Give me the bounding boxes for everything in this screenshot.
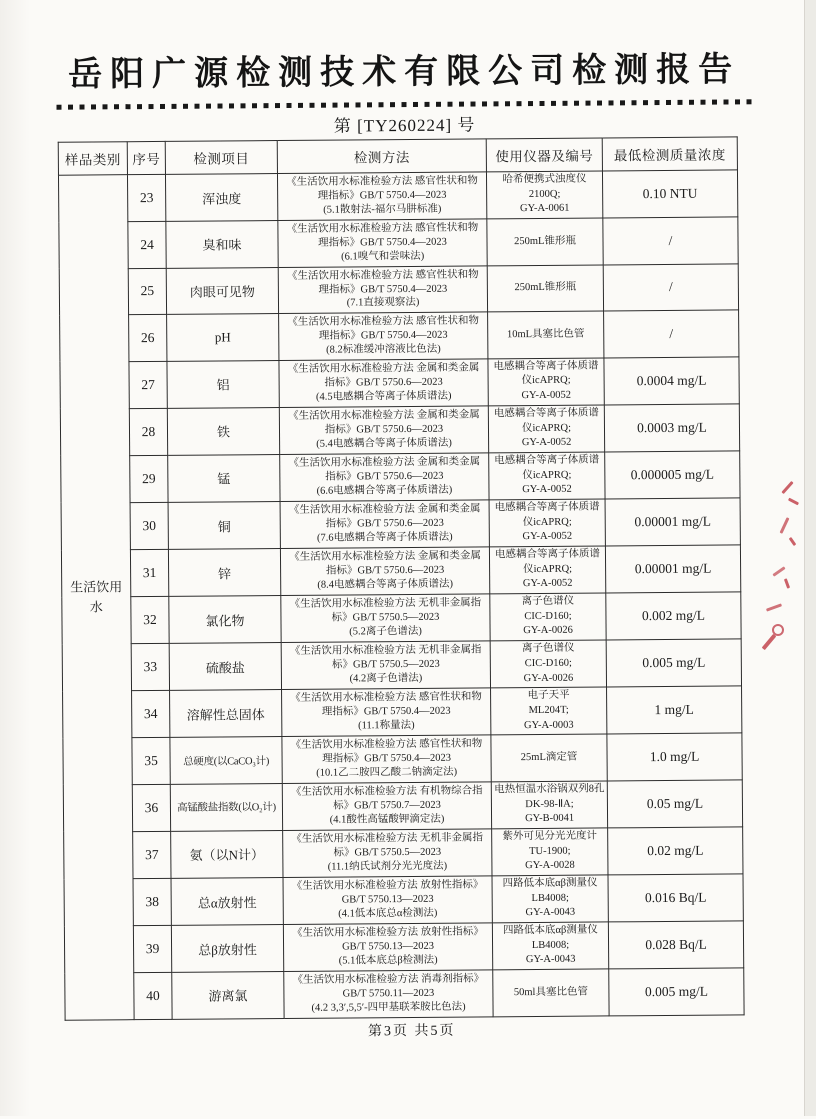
detection-limit-cell: 0.00001 mg/L bbox=[605, 498, 740, 546]
detection-limit-cell: 0.02 mg/L bbox=[608, 827, 743, 875]
serial-number-cell: 37 bbox=[133, 831, 171, 878]
detection-limit-cell: 0.002 mg/L bbox=[606, 592, 741, 640]
method-standard-text: 《生活饮用水标准检验方法 感官性状和物理指标》GB/T 5750.4—2023 bbox=[286, 222, 479, 249]
test-method-cell bbox=[280, 500, 489, 549]
method-standard-text: 《生活饮用水标准检验方法 金属和类金属指标》GB/T 5750.6—2023 bbox=[288, 409, 480, 436]
serial-number-cell: 40 bbox=[134, 972, 172, 1019]
method-clause-text: (11.1纳氏试剂分光光度法) bbox=[327, 860, 448, 873]
method-clause-text: (11.1称量法) bbox=[358, 720, 415, 732]
method-clause-text: (5.1低本底总β检测法) bbox=[338, 954, 438, 967]
seal-stroke bbox=[762, 634, 777, 650]
seal-stroke bbox=[781, 481, 793, 494]
detection-limit-cell: / bbox=[603, 264, 738, 312]
test-item-cell: 高锰酸盐指数(以O₂计) bbox=[170, 783, 282, 831]
instrument-cell: 离子色谱仪 CIC-D160; GY-A-0026 bbox=[490, 640, 606, 688]
test-method-cell bbox=[281, 641, 490, 690]
method-standard-text: 《生活饮用水标准检验方法 感官性状和物理指标》GB/T 5750.4—2023 bbox=[286, 269, 479, 296]
method-standard-text: 《生活饮用水标准检验方法 无机非金属指标》GB/T 5750.5—2023 bbox=[289, 597, 482, 624]
col-header-test-item: 检测项目 bbox=[165, 141, 277, 175]
test-item-cell: 铜 bbox=[168, 501, 280, 549]
instrument-cell: 四路低本底αβ测量仪 LB4008; GY-A-0043 bbox=[492, 875, 608, 923]
table-body bbox=[58, 170, 744, 1020]
test-method-cell bbox=[278, 219, 487, 267]
detection-limit-cell: 0.0004 mg/L bbox=[604, 357, 739, 405]
serial-number-cell: 33 bbox=[131, 644, 169, 691]
test-item-cell: 溶解性总固体 bbox=[170, 690, 282, 738]
table-header-row bbox=[58, 137, 737, 175]
test-item-cell: 锌 bbox=[168, 549, 280, 597]
method-clause-text: (4.2 3,3′,5,5′-四甲基联苯胺比色法) bbox=[311, 1001, 466, 1014]
instrument-cell: 250mL锥形瓶 bbox=[487, 218, 603, 265]
serial-number-cell: 38 bbox=[133, 878, 171, 925]
table-row bbox=[59, 217, 738, 269]
detection-limit-cell: 0.005 mg/L bbox=[609, 968, 744, 1016]
table-row bbox=[64, 874, 743, 926]
test-item-cell: 总α放射性 bbox=[171, 877, 283, 925]
table-row bbox=[61, 498, 740, 550]
instrument-cell: 电感耦合等离子体质谱仪icAPRQ; GY-A-0052 bbox=[488, 405, 604, 453]
test-method-cell bbox=[283, 876, 492, 925]
table-row bbox=[63, 733, 742, 785]
detection-limit-cell: 0.005 mg/L bbox=[606, 639, 741, 687]
test-item-cell: 肉眼可见物 bbox=[166, 267, 278, 314]
detection-limit-cell: 1 mg/L bbox=[607, 686, 742, 734]
serial-number-cell: 39 bbox=[133, 925, 171, 972]
test-items-table bbox=[58, 136, 745, 1020]
table-row bbox=[65, 968, 744, 1020]
instrument-cell: 电感耦合等离子体质谱仪icAPRQ; GY-A-0052 bbox=[489, 499, 605, 547]
red-seal-fragment bbox=[758, 478, 808, 678]
method-standard-text: 《生活饮用水标准检验方法 放射性指标》GB/T 5750.13—2023 bbox=[291, 879, 484, 906]
method-standard-text: 《生活饮用水标准检验方法 金属和类金属指标》GB/T 5750.6—2023 bbox=[289, 550, 481, 577]
method-clause-text: (8.2标准缓冲溶液比色法) bbox=[326, 343, 441, 356]
serial-number-cell: 24 bbox=[128, 221, 166, 268]
method-standard-text: 《生活饮用水标准检验方法 消毒剂指标》GB/T 5750.11—2023 bbox=[292, 973, 485, 1000]
detection-limit-cell: 0.028 Bq/L bbox=[608, 921, 743, 969]
method-clause-text: (4.2离子色谱法) bbox=[349, 673, 423, 685]
detection-limit-cell: 0.0003 mg/L bbox=[604, 404, 739, 452]
col-header-instrument: 使用仪器及编号 bbox=[486, 138, 602, 172]
instrument-cell: 10mL具塞比色管 bbox=[488, 311, 604, 358]
serial-number-cell: 25 bbox=[128, 268, 166, 315]
detection-limit-cell: 0.00001 mg/L bbox=[605, 545, 740, 593]
test-item-cell: 硫酸盐 bbox=[169, 643, 281, 691]
test-item-cell: 锰 bbox=[168, 454, 280, 502]
test-item-cell: 氨（以N计） bbox=[171, 830, 283, 878]
test-method-cell bbox=[277, 172, 486, 221]
serial-number-cell: 29 bbox=[130, 455, 168, 502]
test-item-cell: 浑浊度 bbox=[165, 174, 277, 222]
seal-stroke bbox=[772, 566, 785, 576]
table-row bbox=[62, 592, 741, 644]
serial-number-cell: 23 bbox=[127, 174, 165, 221]
test-method-cell bbox=[282, 735, 491, 783]
test-method-cell bbox=[282, 688, 491, 737]
test-method-cell bbox=[283, 923, 492, 972]
instrument-cell: 紫外可见分光光度计 TU-1900; GY-A-0028 bbox=[492, 828, 608, 876]
test-method-cell bbox=[281, 594, 490, 643]
table-row bbox=[58, 170, 737, 222]
table-row bbox=[64, 921, 743, 973]
method-standard-text: 《生活饮用水标准检验方法 金属和类金属指标》GB/T 5750.6—2023 bbox=[288, 503, 481, 530]
instrument-cell: 电感耦合等离子体质谱仪icAPRQ; GY-A-0052 bbox=[489, 452, 605, 500]
method-clause-text: (5.4电感耦合等离子体质谱法) bbox=[316, 437, 452, 450]
detection-limit-cell: / bbox=[603, 217, 738, 265]
col-header-test-method: 检测方法 bbox=[277, 139, 486, 174]
test-method-cell bbox=[284, 970, 493, 1018]
test-item-cell: 总硬度(以CaCO₃计) bbox=[170, 737, 282, 784]
table-row bbox=[60, 310, 739, 362]
serial-number-cell: 31 bbox=[130, 549, 168, 596]
page-number-footer: 第3页 共5页 bbox=[367, 1023, 456, 1040]
instrument-cell: 哈希便携式浊度仪 2100Q; GY-A-0061 bbox=[486, 171, 602, 219]
instrument-cell: 离子色谱仪 CIC-D160; GY-A-0026 bbox=[490, 593, 606, 641]
serial-number-cell: 35 bbox=[132, 738, 170, 785]
method-clause-text: (4.5电感耦合等离子体质谱法) bbox=[315, 390, 452, 403]
test-method-cell bbox=[282, 782, 491, 831]
test-item-cell: 氯化物 bbox=[169, 596, 281, 644]
instrument-cell: 四路低本底αβ测量仪 LB4008; GY-A-0043 bbox=[492, 922, 608, 970]
detection-limit-cell: 0.000005 mg/L bbox=[605, 451, 740, 499]
method-standard-text: 《生活饮用水标准检验方法 感官性状和物理指标》GB/T 5750.4—2023 bbox=[287, 315, 479, 342]
sample-category-cell: 生活饮用水 bbox=[58, 175, 134, 1020]
method-clause-text: (8.4电感耦合等离子体质谱法) bbox=[317, 578, 454, 591]
detection-limit-cell: 0.016 Bq/L bbox=[608, 874, 743, 922]
method-standard-text: 《生活饮用水标准检验方法 有机物综合指标》GB/T 5750.7—2023 bbox=[290, 785, 483, 812]
table-row bbox=[61, 545, 740, 597]
serial-number-cell: 28 bbox=[129, 408, 167, 455]
seal-stroke bbox=[788, 498, 799, 506]
method-clause-text: (5.1散射法-福尔马肼标准) bbox=[323, 203, 442, 216]
table-row bbox=[62, 639, 741, 691]
detection-limit-cell: / bbox=[604, 310, 739, 358]
seal-stroke bbox=[766, 603, 782, 611]
test-item-cell: pH bbox=[167, 314, 279, 361]
method-standard-text: 《生活饮用水标准检验方法 金属和类金属指标》GB/T 5750.6—2023 bbox=[287, 362, 480, 389]
seal-stroke bbox=[789, 537, 797, 546]
serial-number-cell: 27 bbox=[129, 361, 167, 408]
method-clause-text: (4.1酸性高锰酸钾滴定法) bbox=[329, 813, 445, 826]
method-clause-text: (7.6电感耦合等离子体质谱法) bbox=[316, 531, 453, 544]
method-clause-text: (6.1嗅气和尝味法) bbox=[341, 250, 425, 263]
serial-number-cell: 30 bbox=[130, 502, 168, 549]
instrument-cell: 电感耦合等离子体质谱仪icAPRQ; GY-A-0052 bbox=[488, 358, 604, 406]
table-row bbox=[64, 827, 743, 879]
serial-number-cell: 32 bbox=[131, 596, 169, 643]
method-standard-text: 《生活饮用水标准检验方法 感官性状和物理指标》GB/T 5750.4—2023 bbox=[290, 738, 483, 765]
test-method-cell bbox=[280, 547, 489, 596]
method-standard-text: 《生活饮用水标准检验方法 感官性状和物理指标》GB/T 5750.4—2023 bbox=[286, 175, 478, 202]
report-title: 岳阳广源检测技术有限公司检测报告 bbox=[68, 50, 741, 94]
test-item-cell: 铝 bbox=[167, 360, 279, 408]
test-item-cell: 总β放射性 bbox=[171, 925, 283, 973]
test-item-cell: 臭和味 bbox=[166, 221, 278, 268]
test-method-cell bbox=[279, 359, 488, 408]
table-row bbox=[59, 264, 738, 316]
method-clause-text: (6.6电感耦合等离子体质谱法) bbox=[316, 484, 453, 497]
table-row bbox=[63, 686, 742, 738]
test-method-cell bbox=[278, 266, 487, 314]
method-standard-text: 《生活饮用水标准检验方法 放射性指标》GB/T 5750.13—2023 bbox=[292, 926, 484, 953]
method-standard-text: 《生活饮用水标准检验方法 无机非金属指标》GB/T 5750.5—2023 bbox=[291, 832, 484, 859]
test-item-cell: 游离氯 bbox=[172, 972, 284, 1019]
instrument-cell: 电子天平 ML204T; GY-A-0003 bbox=[491, 687, 607, 735]
serial-number-cell: 36 bbox=[132, 784, 170, 831]
col-header-serial-no: 序号 bbox=[127, 141, 165, 174]
seal-stroke bbox=[784, 578, 790, 588]
test-item-cell: 铁 bbox=[167, 407, 279, 455]
serial-number-cell: 26 bbox=[129, 315, 167, 362]
method-clause-text: (4.1低本底总α检测法) bbox=[338, 907, 438, 920]
method-clause-text: (10.1乙二胺四乙酸二钠滴定法) bbox=[316, 766, 458, 779]
instrument-cell: 25mL滴定管 bbox=[491, 734, 607, 781]
instrument-cell: 250mL锥形瓶 bbox=[487, 265, 603, 312]
serial-number-cell: 34 bbox=[132, 691, 170, 738]
test-method-cell bbox=[279, 312, 488, 360]
test-method-cell bbox=[283, 829, 492, 878]
col-header-sample-category: 样品类别 bbox=[58, 142, 127, 176]
detection-limit-cell: 1.0 mg/L bbox=[607, 733, 742, 781]
method-clause-text: (7.1直接观察法) bbox=[346, 297, 420, 309]
method-standard-text: 《生活饮用水标准检验方法 金属和类金属指标》GB/T 5750.6—2023 bbox=[288, 456, 481, 483]
table-row bbox=[60, 404, 739, 456]
detection-limit-cell: 0.10 NTU bbox=[602, 170, 737, 218]
test-method-cell bbox=[280, 453, 489, 502]
test-method-cell bbox=[279, 406, 488, 455]
instrument-cell: 电感耦合等离子体质谱仪icAPRQ; GY-A-0052 bbox=[489, 546, 605, 594]
method-standard-text: 《生活饮用水标准检验方法 无机非金属指标》GB/T 5750.5—2023 bbox=[289, 644, 482, 671]
table-row bbox=[63, 780, 742, 832]
detection-limit-cell: 0.05 mg/L bbox=[607, 780, 742, 828]
method-clause-text: (5.2离子色谱法) bbox=[349, 625, 422, 638]
table-row bbox=[61, 451, 740, 503]
col-header-detection-limit: 最低检测质量浓度 bbox=[602, 137, 737, 171]
instrument-cell: 50ml具塞比色管 bbox=[493, 969, 609, 1016]
method-standard-text: 《生活饮用水标准检验方法 感官性状和物理指标》GB/T 5750.4—2023 bbox=[290, 691, 482, 719]
table-row bbox=[60, 357, 739, 409]
instrument-cell: 电热恒温水浴锅双列8孔 DK-98-ⅡA; GY-B-0041 bbox=[491, 781, 607, 829]
seal-stroke bbox=[780, 517, 790, 534]
report-number: 第 [TY260224] 号 bbox=[333, 115, 476, 136]
